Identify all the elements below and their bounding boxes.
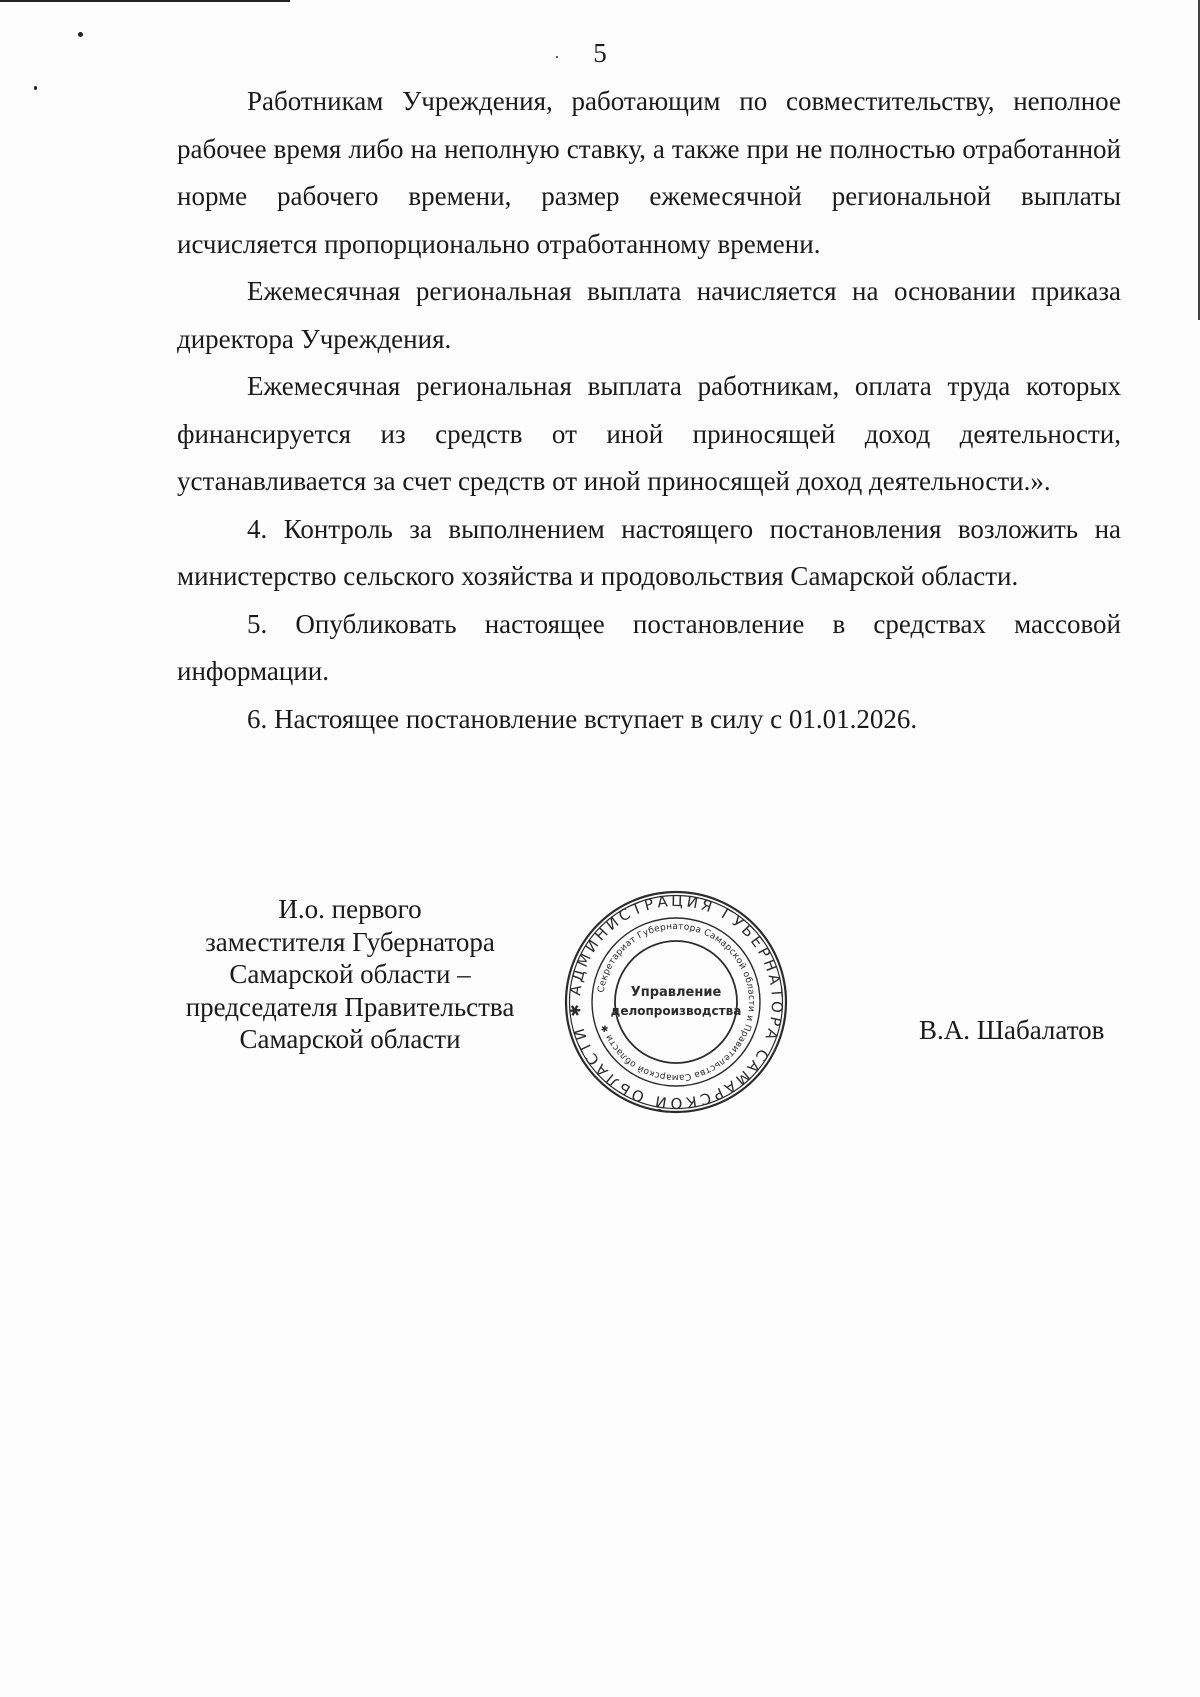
paragraph-publish: 5. Опубликовать настоящее постановление в средствах массовой информации.	[177, 608, 1121, 686]
svg-text:делопроизводства: делопроизводства	[610, 1004, 742, 1018]
signatory-title-line: И.о. первого	[278, 894, 422, 924]
signatory-title	[140, 893, 560, 1056]
signatory-title-line: Самарской области –	[229, 959, 471, 989]
paragraph-director-order: Ежемесячная региональная выплата начисляется на основании приказа директора Учреждения.	[177, 276, 1121, 354]
svg-text:Управление: Управление	[630, 985, 722, 1000]
scan-speck	[34, 86, 37, 90]
scan-edge-top	[0, 0, 290, 2]
paragraph-control: 4. Контроль за выполнением настоящего постановления возложить на министерство сельского хозяйства и продовольствия Самарской области.	[177, 513, 1121, 591]
signatory-title-line: Самарской области	[239, 1024, 461, 1054]
signatory-name: В.А. Шабалатов	[919, 1015, 1105, 1045]
scan-speck	[78, 32, 83, 37]
page-number: 5	[593, 38, 607, 68]
paragraph-proportional-payment: Работникам Учреждения, работающим по совместительству, неполное рабочее время либо на неполную ставку, а также при не полностью отработанной норме рабочего времени, размер ежемесячной региональной выплаты исчисляется пропорционально отработанному времени.	[177, 86, 1121, 259]
signatory-title-line: председателя Правительства	[185, 991, 515, 1022]
paragraph-effective-date: 6. Настоящее постановление вступает в силу с 01.01.2026.	[247, 703, 918, 734]
signatory-title-line: заместителя Губернатора	[205, 926, 495, 957]
svg-text:АДМИНИСТРАЦИЯ ГУБЕРНАТОРА САМА: АДМИНИСТРАЦИЯ ГУБЕРНАТОРА САМАРСКОЙ ОБЛАСТИ ✱	[565, 891, 787, 1113]
svg-text:Секретариат Губернатора Самарс: Секретариат Губернатора Самарской области и Правительства Самарской области ✱	[596, 921, 757, 1083]
official-seal	[564, 890, 788, 1114]
paragraph-income-funding: Ежемесячная региональная выплата работникам, оплата труда которых финансируется из средств от иной приносящей доход деятельности, устанавливается за счет средств от иной приносящей доход деятельности.».	[177, 371, 1121, 496]
document-body	[177, 78, 1121, 743]
